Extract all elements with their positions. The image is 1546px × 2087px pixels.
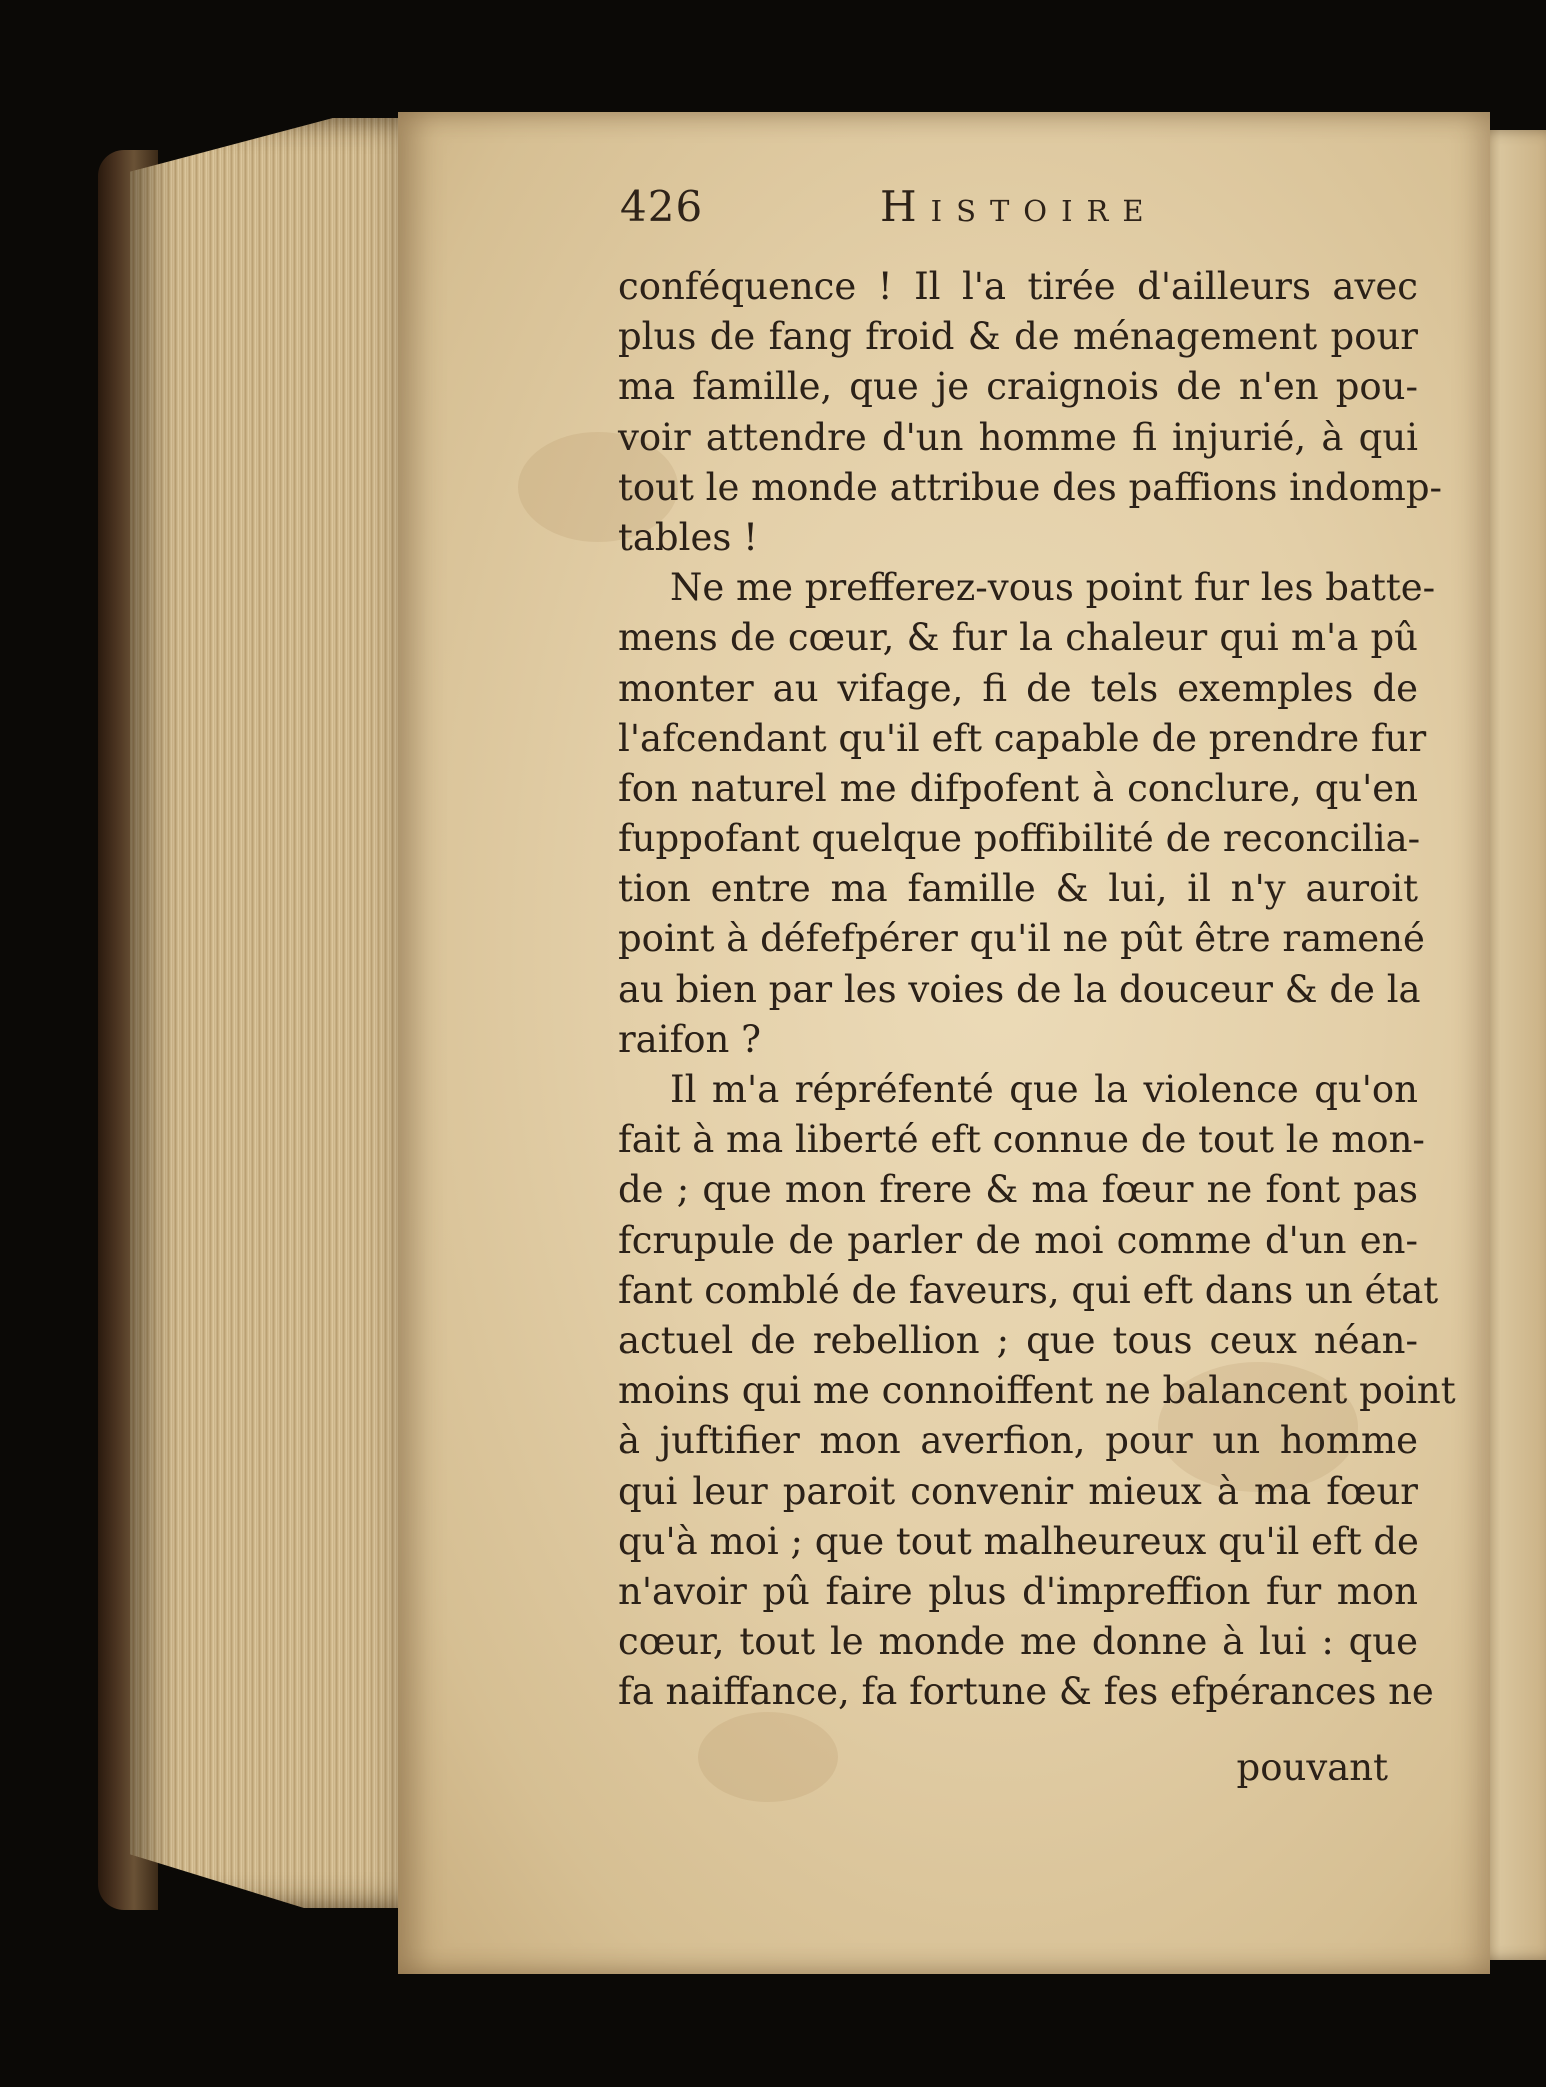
text-line: fuppofant quelque poffibilité de reconcilia- [618,817,1421,861]
page-edges [130,118,420,1908]
running-head [620,182,1440,242]
text-line: à juftifier mon averfion, pour un homme [618,1419,1418,1463]
paragraph-start-line: Ne me prefferez-vous point fur les batte- [670,566,1436,610]
catchword: pouvant [1236,1746,1388,1789]
text-line: de ; que mon frere & ma fœur ne font pas [618,1168,1418,1212]
text-line: au bien par les voies de la douceur & de la [618,967,1421,1011]
text-line: plus de fang froid & de ménagement pour [618,315,1418,359]
text-line: actuel de rebellion ; que tous ceux néan- [618,1318,1418,1362]
text-line: n'avoir pû faire plus d'impreffion fur mon [618,1569,1418,1613]
page-number: 426 [620,182,704,231]
text-line: tion entre ma famille & lui, il n'y auroit [618,867,1418,911]
text-line: qui leur paroit convenir mieux à ma fœur [618,1469,1418,1513]
text-line: tables ! [618,515,758,559]
text-line: voir attendre d'un homme fi injurié, à qui [618,415,1418,459]
text-line: raifon ? [618,1017,761,1061]
paragraph-start-line: Il m'a répréfenté que la violence qu'on [670,1068,1418,1111]
text-line: conféquence ! Il l'a tirée d'ailleurs avec [618,265,1418,308]
text-line: fa naiffance, fa fortune & fes efpérances ne [618,1670,1434,1714]
text-line: ma famille, que je craignois de n'en pou- [618,365,1418,409]
text-line: mens de cœur, & fur la chaleur qui m'a pû [618,616,1418,660]
text-line: fcrupule de parler de moi comme d'un en- [618,1218,1418,1262]
text-line: qu'à moi ; que tout malheureux qu'il eft de [618,1519,1419,1563]
text-line: cœur, tout le monde me donne à lui : que [618,1620,1418,1664]
text-line: moins qui me connoiffent ne balancent point [618,1369,1456,1413]
text-line: monter au vifage, fi de tels exemples de [618,666,1418,710]
body-text [618,262,1456,1717]
text-line: fant comblé de faveurs, qui eft dans un état [618,1268,1439,1312]
text-line: l'afcendant qu'il eft capable de prendre fur [618,716,1427,760]
text-line: fait à ma liberté eft connue de tout le mon- [618,1118,1425,1162]
page-title: Histoire [880,182,1158,231]
text-line: point à défefpérer qu'il ne pût être ramené [618,917,1425,961]
text-line: fon naturel me difpofent à conclure, qu'en [618,766,1418,810]
text-line: tout le monde attribue des paffions indomp- [618,465,1443,509]
